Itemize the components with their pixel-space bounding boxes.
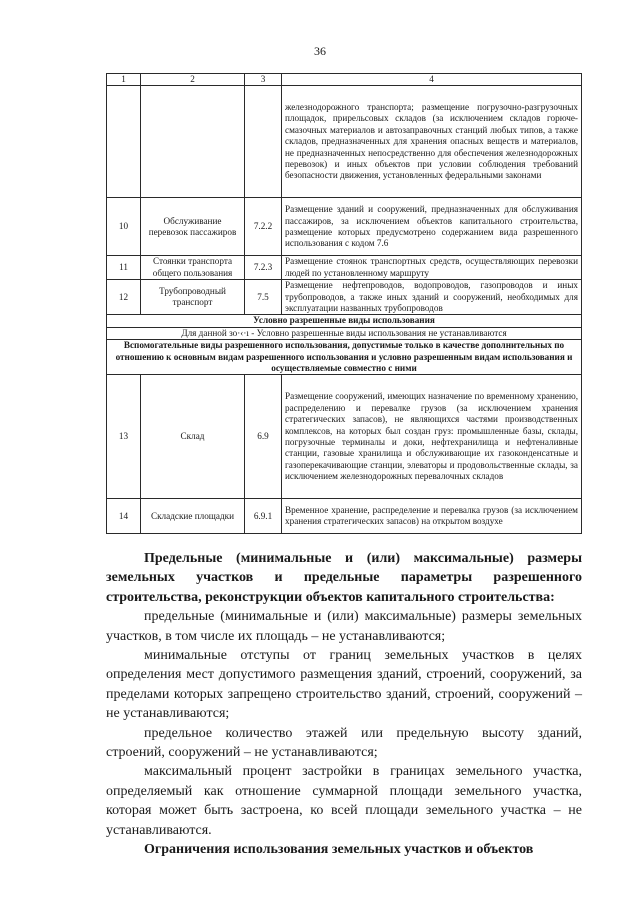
section-title-conditional: Условно разрешенные виды использования (107, 315, 582, 327)
section-heading: Ограничения использования земельных участков и объектов (144, 842, 534, 858)
section-heading: Предельные (минимальные и (или) максимальные) размеры земельных участков и предельные параметры разрешенного строительства, реконструкции объектов капитального строительства: (106, 551, 582, 605)
table-row (107, 198, 582, 256)
description-cell: железнодорожного транспорта; размещение погрузочно-разгрузочных площадок, прирельсовых складов (за исключением складов горюче-смазочных материалов и автозаправочных станций любых типов, а также складов, предназначенных для хранения опасных веществ и материалов, не предназначенных непосредственно для обеспечения железнодорожных перевозок) и иных объектов при условии соблюдения требований безопасности движения, установленных федеральными законами (282, 86, 582, 198)
row-number: 12 (107, 280, 141, 315)
table-header-row (107, 74, 582, 86)
description-cell: Размещение нефтепроводов, водопроводов, газопроводов и иных трубопроводов, а также иных зданий и сооружений, необходимых для эксплуатации названных трубопроводов (282, 280, 582, 315)
use-code: 6.9.1 (245, 499, 282, 534)
column-header: 2 (141, 74, 245, 86)
use-name: Склад (141, 375, 245, 499)
row-number: 11 (107, 256, 141, 280)
section-title-auxiliary: Вспомогательные виды разрешенного использования, допустимые только в качестве дополнительных по отношению к основным видам разрешенного использования и условно разрешенным видам использования и осуществляемые совместно с ними (107, 340, 582, 375)
use-code: 7.5 (245, 280, 282, 315)
use-name: Трубопроводный транспорт (141, 280, 245, 315)
paragraph: минимальные отступы от границ земельных участков в целях определения мест допустимого размещения зданий, строений, сооружений, за пределами которых запрещено строительство зданий, строений, сооружений – не устанавливаются; (106, 648, 582, 722)
table-row-continued (107, 86, 582, 198)
table-row (107, 256, 582, 280)
use-code: 6.9 (245, 375, 282, 499)
use-name: Стоянки транспорта общего пользования (141, 256, 245, 280)
table-row (107, 375, 582, 499)
paragraph: предельное количество этажей или предельную высоту зданий, строений, сооружений – не устанавливаются; (106, 725, 582, 761)
body-text (106, 549, 582, 860)
row-number: 14 (107, 499, 141, 534)
section-row (107, 340, 582, 375)
conditional-note: Для данной зо·‹·ı - Условно разрешенные виды использования не устанавливаются (107, 327, 582, 339)
description-cell: Размещение стоянок транспортных средств, осуществляющих перевозки людей по установленному маршруту (282, 256, 582, 280)
column-header: 1 (107, 74, 141, 86)
use-code: 7.2.3 (245, 256, 282, 280)
paragraph: максимальный процент застройки в границах земельного участка, определяемый как отношение суммарной площади земельного участка, которая может быть застроена, ко всей площади земельного участка – не устанавливаются. (106, 764, 582, 838)
description-cell: Размещение зданий и сооружений, предназначенных для обслуживания пассажиров, за исключением объектов капитального строительства, размещение которых предусмотрено содержанием вида разрешенного использования с кодом 7.6 (282, 198, 582, 256)
permitted-use-table (106, 73, 582, 534)
table-row (107, 280, 582, 315)
use-name: Складские площадки (141, 499, 245, 534)
use-name: Обслуживание перевозок пассажиров (141, 198, 245, 256)
description-cell: Размещение сооружений, имеющих назначение по временному хранению, распределению и перевалке грузов (за исключением хранения стратегических запасов), не являющихся частями производственных комплексов, на которых был создан груз: промышленные базы, склады, погрузочные терминалы и доки, нефтехранилища и нефтеналивные станции, газовые хранилища и обслуживающие их газоконденсатные и газоперекачивающие станции, элеваторы и продовольственные склады, за исключением железнодорожных перевалочных складов (282, 375, 582, 499)
row-number: 10 (107, 198, 141, 256)
use-code: 7.2.2 (245, 198, 282, 256)
column-header: 3 (245, 74, 282, 86)
paragraph: предельные (минимальные и (или) максимальные) размеры земельных участков, в том числе их площадь – не устанавливаются; (106, 609, 582, 644)
column-header: 4 (282, 74, 582, 86)
section-row (107, 327, 582, 339)
page-number: 36 (314, 44, 326, 58)
row-number: 13 (107, 375, 141, 499)
description-cell: Временное хранение, распределение и перевалка грузов (за исключением хранения стратегических запасов) на открытом воздухе (282, 499, 582, 534)
section-row (107, 315, 582, 327)
table-row (107, 499, 582, 534)
